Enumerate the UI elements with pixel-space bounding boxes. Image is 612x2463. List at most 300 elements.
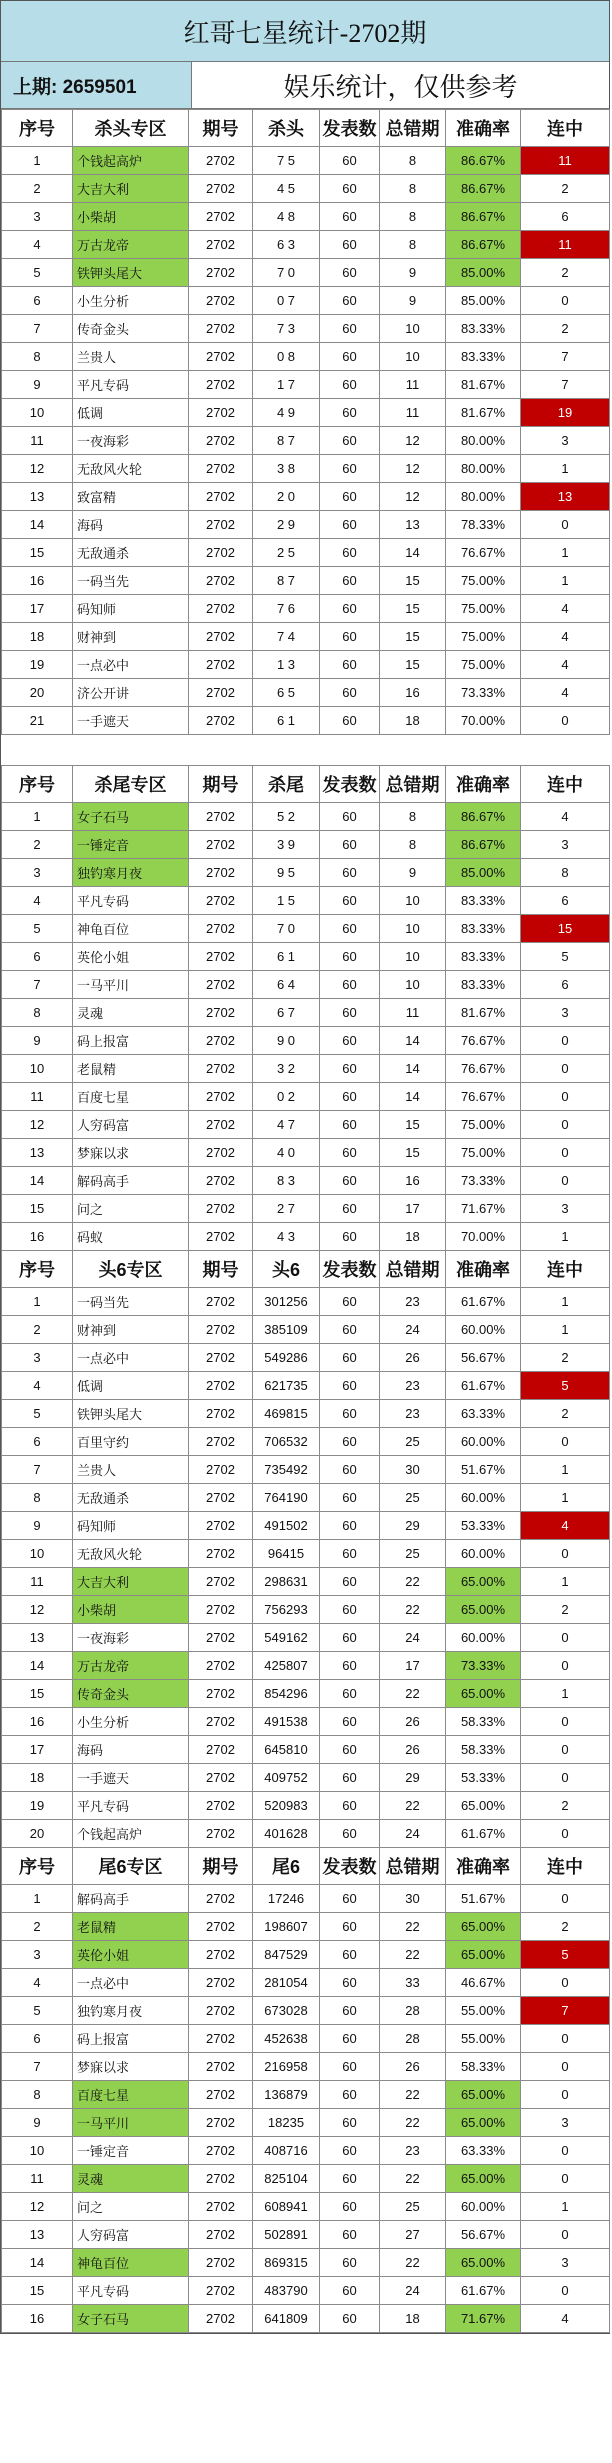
name-cell: 致富精	[73, 483, 189, 511]
value-cell: 2 5	[253, 539, 320, 567]
streak-cell: 6	[521, 971, 610, 999]
accuracy-cell: 65.00%	[446, 1680, 521, 1708]
row-index: 13	[2, 1624, 73, 1652]
table-row	[2, 1344, 610, 1372]
period-cell: 2702	[189, 1652, 253, 1680]
value-cell: 735492	[253, 1456, 320, 1484]
error-cell: 25	[380, 2193, 446, 2221]
table-row	[2, 595, 610, 623]
count-cell: 60	[320, 1624, 380, 1652]
accuracy-cell: 76.67%	[446, 1027, 521, 1055]
period-cell: 2702	[189, 1316, 253, 1344]
streak-cell: 0	[521, 2165, 610, 2193]
period-cell: 2702	[189, 231, 253, 259]
row-index: 2	[2, 175, 73, 203]
period-cell: 2702	[189, 1941, 253, 1969]
period-cell: 2702	[189, 315, 253, 343]
name-cell: 独钓寒月夜	[73, 1997, 189, 2025]
accuracy-cell: 75.00%	[446, 1111, 521, 1139]
count-cell: 60	[320, 1316, 380, 1344]
row-index: 12	[2, 1111, 73, 1139]
count-cell: 60	[320, 1568, 380, 1596]
name-cell: 万古龙帝	[73, 231, 189, 259]
count-cell: 60	[320, 1223, 380, 1251]
count-cell: 60	[320, 2165, 380, 2193]
period-cell: 2702	[189, 1055, 253, 1083]
count-cell: 60	[320, 1680, 380, 1708]
table-row	[2, 259, 610, 287]
name-cell: 低调	[73, 399, 189, 427]
streak-cell: 0	[521, 511, 610, 539]
name-cell: 小柴胡	[73, 1596, 189, 1624]
name-cell: 灵魂	[73, 999, 189, 1027]
error-cell: 30	[380, 1456, 446, 1484]
value-cell: 401628	[253, 1820, 320, 1848]
value-cell: 298631	[253, 1568, 320, 1596]
row-index: 2	[2, 831, 73, 859]
row-index: 7	[2, 971, 73, 999]
name-cell: 英伦小姐	[73, 943, 189, 971]
name-cell: 无敌风火轮	[73, 455, 189, 483]
period-cell: 2702	[189, 999, 253, 1027]
row-index: 10	[2, 1540, 73, 1568]
error-cell: 22	[380, 2249, 446, 2277]
count-cell: 60	[320, 567, 380, 595]
accuracy-cell: 61.67%	[446, 1288, 521, 1316]
count-cell: 60	[320, 203, 380, 231]
error-cell: 22	[380, 1913, 446, 1941]
column-header: 期号	[189, 1251, 253, 1288]
accuracy-cell: 58.33%	[446, 1736, 521, 1764]
table-row	[2, 2025, 610, 2053]
accuracy-cell: 60.00%	[446, 1624, 521, 1652]
period-cell: 2702	[189, 2109, 253, 2137]
error-cell: 24	[380, 2277, 446, 2305]
column-header: 发表数	[320, 766, 380, 803]
streak-cell: 0	[521, 1969, 610, 1997]
row-index: 13	[2, 2221, 73, 2249]
period-cell: 2702	[189, 2221, 253, 2249]
error-cell: 9	[380, 859, 446, 887]
row-index: 12	[2, 1596, 73, 1624]
error-cell: 23	[380, 1288, 446, 1316]
section-header-row	[2, 1848, 610, 1885]
streak-cell: 1	[521, 1680, 610, 1708]
column-header: 序号	[2, 766, 73, 803]
row-index: 3	[2, 859, 73, 887]
row-index: 10	[2, 2137, 73, 2165]
value-cell: 0 2	[253, 1083, 320, 1111]
period-cell: 2702	[189, 2137, 253, 2165]
table-row	[2, 859, 610, 887]
error-cell: 8	[380, 231, 446, 259]
row-index: 3	[2, 1941, 73, 1969]
name-cell: 码知师	[73, 1512, 189, 1540]
table-row	[2, 399, 610, 427]
period-cell: 2702	[189, 1680, 253, 1708]
period-cell: 2702	[189, 175, 253, 203]
error-cell: 15	[380, 651, 446, 679]
table-row	[2, 1195, 610, 1223]
period-cell: 2702	[189, 2249, 253, 2277]
streak-cell: 0	[521, 2137, 610, 2165]
streak-cell: 3	[521, 999, 610, 1027]
table-row	[2, 2137, 610, 2165]
value-cell: 6 1	[253, 707, 320, 735]
accuracy-cell: 76.67%	[446, 1055, 521, 1083]
row-index: 13	[2, 1139, 73, 1167]
count-cell: 60	[320, 1288, 380, 1316]
count-cell: 60	[320, 1708, 380, 1736]
accuracy-cell: 83.33%	[446, 915, 521, 943]
period-cell: 2702	[189, 1820, 253, 1848]
period-cell: 2702	[189, 1596, 253, 1624]
value-cell: 8 7	[253, 427, 320, 455]
name-cell: 灵魂	[73, 2165, 189, 2193]
streak-cell: 2	[521, 1344, 610, 1372]
error-cell: 25	[380, 1484, 446, 1512]
accuracy-cell: 75.00%	[446, 595, 521, 623]
table-row	[2, 2053, 610, 2081]
period-cell: 2702	[189, 887, 253, 915]
period-cell: 2702	[189, 2165, 253, 2193]
period-cell: 2702	[189, 455, 253, 483]
count-cell: 60	[320, 623, 380, 651]
row-index: 8	[2, 2081, 73, 2109]
streak-cell: 4	[521, 2305, 610, 2333]
row-index: 7	[2, 1456, 73, 1484]
name-cell: 百里守约	[73, 1428, 189, 1456]
streak-cell: 0	[521, 1764, 610, 1792]
value-cell: 549162	[253, 1624, 320, 1652]
error-cell: 26	[380, 2053, 446, 2081]
name-cell: 大吉大利	[73, 1568, 189, 1596]
table-row	[2, 511, 610, 539]
period-cell: 2702	[189, 371, 253, 399]
accuracy-cell: 71.67%	[446, 1195, 521, 1223]
streak-cell: 11	[521, 147, 610, 175]
table-row	[2, 1792, 610, 1820]
period-cell: 2702	[189, 2053, 253, 2081]
accuracy-cell: 86.67%	[446, 175, 521, 203]
value-cell: 825104	[253, 2165, 320, 2193]
period-cell: 2702	[189, 2081, 253, 2109]
accuracy-cell: 60.00%	[446, 1316, 521, 1344]
column-header: 尾6专区	[73, 1848, 189, 1885]
streak-cell: 0	[521, 1820, 610, 1848]
streak-cell: 0	[521, 1167, 610, 1195]
error-cell: 18	[380, 707, 446, 735]
streak-cell: 0	[521, 2081, 610, 2109]
error-cell: 14	[380, 1055, 446, 1083]
name-cell: 铁钾头尾大	[73, 1400, 189, 1428]
accuracy-cell: 83.33%	[446, 943, 521, 971]
period-cell: 2702	[189, 915, 253, 943]
streak-cell: 13	[521, 483, 610, 511]
previous-period-label: 上期: 2659501	[1, 62, 192, 108]
accuracy-cell: 63.33%	[446, 1400, 521, 1428]
table-row	[2, 2221, 610, 2249]
streak-cell: 1	[521, 455, 610, 483]
streak-cell: 0	[521, 1708, 610, 1736]
value-cell: 483790	[253, 2277, 320, 2305]
error-cell: 16	[380, 679, 446, 707]
value-cell: 1 3	[253, 651, 320, 679]
value-cell: 18235	[253, 2109, 320, 2137]
accuracy-cell: 86.67%	[446, 803, 521, 831]
streak-cell: 1	[521, 1456, 610, 1484]
period-cell: 2702	[189, 1027, 253, 1055]
accuracy-cell: 85.00%	[446, 259, 521, 287]
accuracy-cell: 55.00%	[446, 1997, 521, 2025]
section-spacer	[2, 735, 610, 766]
period-cell: 2702	[189, 483, 253, 511]
period-cell: 2702	[189, 859, 253, 887]
table-row	[2, 1708, 610, 1736]
stats-table	[1, 109, 610, 2333]
error-cell: 25	[380, 1428, 446, 1456]
value-cell: 2 9	[253, 511, 320, 539]
streak-cell: 7	[521, 371, 610, 399]
count-cell: 60	[320, 1195, 380, 1223]
column-header: 期号	[189, 1848, 253, 1885]
row-index: 21	[2, 707, 73, 735]
name-cell: 一手遮天	[73, 707, 189, 735]
count-cell: 60	[320, 2305, 380, 2333]
accuracy-cell: 65.00%	[446, 2165, 521, 2193]
streak-cell: 2	[521, 1792, 610, 1820]
table-row	[2, 1885, 610, 1913]
value-cell: 4 3	[253, 1223, 320, 1251]
value-cell: 549286	[253, 1344, 320, 1372]
error-cell: 14	[380, 539, 446, 567]
name-cell: 兰贵人	[73, 343, 189, 371]
value-cell: 645810	[253, 1736, 320, 1764]
value-cell: 4 8	[253, 203, 320, 231]
count-cell: 60	[320, 175, 380, 203]
count-cell: 60	[320, 1512, 380, 1540]
count-cell: 60	[320, 399, 380, 427]
accuracy-cell: 65.00%	[446, 2081, 521, 2109]
accuracy-cell: 83.33%	[446, 887, 521, 915]
count-cell: 60	[320, 831, 380, 859]
row-index: 14	[2, 1652, 73, 1680]
name-cell: 人穷码富	[73, 2221, 189, 2249]
count-cell: 60	[320, 1652, 380, 1680]
error-cell: 15	[380, 1139, 446, 1167]
name-cell: 女子石马	[73, 2305, 189, 2333]
accuracy-cell: 56.67%	[446, 2221, 521, 2249]
error-cell: 16	[380, 1167, 446, 1195]
row-index: 19	[2, 651, 73, 679]
streak-cell: 1	[521, 539, 610, 567]
table-row	[2, 2305, 610, 2333]
count-cell: 60	[320, 455, 380, 483]
error-cell: 14	[380, 1083, 446, 1111]
name-cell: 问之	[73, 1195, 189, 1223]
name-cell: 百度七星	[73, 2081, 189, 2109]
name-cell: 码上报富	[73, 1027, 189, 1055]
error-cell: 28	[380, 2025, 446, 2053]
accuracy-cell: 61.67%	[446, 1372, 521, 1400]
column-header: 头6	[253, 1251, 320, 1288]
streak-cell: 4	[521, 679, 610, 707]
value-cell: 17246	[253, 1885, 320, 1913]
error-cell: 11	[380, 371, 446, 399]
count-cell: 60	[320, 651, 380, 679]
error-cell: 10	[380, 887, 446, 915]
section-header-row	[2, 1251, 610, 1288]
column-header: 总错期	[380, 1251, 446, 1288]
period-cell: 2702	[189, 651, 253, 679]
value-cell: 6 5	[253, 679, 320, 707]
streak-cell: 0	[521, 1055, 610, 1083]
name-cell: 平凡专码	[73, 887, 189, 915]
period-cell: 2702	[189, 1568, 253, 1596]
error-cell: 10	[380, 943, 446, 971]
count-cell: 60	[320, 287, 380, 315]
period-cell: 2702	[189, 399, 253, 427]
period-cell: 2702	[189, 1708, 253, 1736]
error-cell: 26	[380, 1708, 446, 1736]
table-row	[2, 1167, 610, 1195]
streak-cell: 5	[521, 943, 610, 971]
table-row	[2, 371, 610, 399]
row-index: 11	[2, 1083, 73, 1111]
table-row	[2, 231, 610, 259]
streak-cell: 0	[521, 287, 610, 315]
period-cell: 2702	[189, 1288, 253, 1316]
accuracy-cell: 65.00%	[446, 1792, 521, 1820]
count-cell: 60	[320, 1792, 380, 1820]
table-row	[2, 2165, 610, 2193]
value-cell: 520983	[253, 1792, 320, 1820]
period-cell: 2702	[189, 1083, 253, 1111]
period-cell: 2702	[189, 1195, 253, 1223]
count-cell: 60	[320, 1400, 380, 1428]
count-cell: 60	[320, 1540, 380, 1568]
accuracy-cell: 85.00%	[446, 287, 521, 315]
table-row	[2, 1764, 610, 1792]
value-cell: 9 5	[253, 859, 320, 887]
table-row	[2, 1484, 610, 1512]
stats-table-body	[2, 110, 610, 2333]
accuracy-cell: 83.33%	[446, 315, 521, 343]
streak-cell: 1	[521, 1568, 610, 1596]
count-cell: 60	[320, 2193, 380, 2221]
streak-cell: 0	[521, 1083, 610, 1111]
period-cell: 2702	[189, 1139, 253, 1167]
name-cell: 铁钾头尾大	[73, 259, 189, 287]
name-cell: 神龟百位	[73, 915, 189, 943]
table-row	[2, 2277, 610, 2305]
row-index: 4	[2, 1969, 73, 1997]
row-index: 13	[2, 483, 73, 511]
error-cell: 23	[380, 2137, 446, 2165]
column-header: 总错期	[380, 766, 446, 803]
column-header: 杀尾	[253, 766, 320, 803]
streak-cell: 2	[521, 1400, 610, 1428]
streak-cell: 6	[521, 887, 610, 915]
name-cell: 平凡专码	[73, 371, 189, 399]
count-cell: 60	[320, 2053, 380, 2081]
error-cell: 12	[380, 483, 446, 511]
streak-cell: 0	[521, 1652, 610, 1680]
value-cell: 673028	[253, 1997, 320, 2025]
error-cell: 33	[380, 1969, 446, 1997]
row-index: 10	[2, 1055, 73, 1083]
row-index: 2	[2, 1316, 73, 1344]
name-cell: 一码当先	[73, 1288, 189, 1316]
section-header-row	[2, 110, 610, 147]
row-index: 6	[2, 1428, 73, 1456]
table-row	[2, 651, 610, 679]
accuracy-cell: 61.67%	[446, 1820, 521, 1848]
accuracy-cell: 75.00%	[446, 567, 521, 595]
row-index: 9	[2, 1512, 73, 1540]
streak-cell: 3	[521, 2249, 610, 2277]
count-cell: 60	[320, 887, 380, 915]
error-cell: 27	[380, 2221, 446, 2249]
info-bar	[1, 62, 609, 109]
accuracy-cell: 81.67%	[446, 999, 521, 1027]
accuracy-cell: 73.33%	[446, 1167, 521, 1195]
value-cell: 7 0	[253, 259, 320, 287]
column-header: 总错期	[380, 110, 446, 147]
column-header: 杀头专区	[73, 110, 189, 147]
row-index: 11	[2, 1568, 73, 1596]
table-row	[2, 803, 610, 831]
streak-cell: 0	[521, 2277, 610, 2305]
count-cell: 60	[320, 971, 380, 999]
accuracy-cell: 55.00%	[446, 2025, 521, 2053]
period-cell: 2702	[189, 1997, 253, 2025]
accuracy-cell: 75.00%	[446, 1139, 521, 1167]
period-cell: 2702	[189, 2025, 253, 2053]
count-cell: 60	[320, 2249, 380, 2277]
accuracy-cell: 65.00%	[446, 1941, 521, 1969]
streak-cell: 19	[521, 399, 610, 427]
name-cell: 一夜海彩	[73, 1624, 189, 1652]
error-cell: 8	[380, 203, 446, 231]
value-cell: 3 2	[253, 1055, 320, 1083]
count-cell: 60	[320, 2081, 380, 2109]
row-index: 3	[2, 1344, 73, 1372]
column-header: 总错期	[380, 1848, 446, 1885]
streak-cell: 1	[521, 1288, 610, 1316]
period-cell: 2702	[189, 1223, 253, 1251]
table-row	[2, 343, 610, 371]
value-cell: 3 8	[253, 455, 320, 483]
accuracy-cell: 61.67%	[446, 2277, 521, 2305]
column-header: 发表数	[320, 110, 380, 147]
table-row	[2, 147, 610, 175]
row-index: 6	[2, 2025, 73, 2053]
table-row	[2, 427, 610, 455]
count-cell: 60	[320, 1167, 380, 1195]
streak-cell: 0	[521, 1027, 610, 1055]
accuracy-cell: 86.67%	[446, 231, 521, 259]
streak-cell: 0	[521, 1885, 610, 1913]
streak-cell: 3	[521, 1195, 610, 1223]
table-row	[2, 1111, 610, 1139]
period-cell: 2702	[189, 1764, 253, 1792]
name-cell: 百度七星	[73, 1083, 189, 1111]
name-cell: 一点必中	[73, 651, 189, 679]
error-cell: 17	[380, 1652, 446, 1680]
name-cell: 小生分析	[73, 1708, 189, 1736]
table-row	[2, 1624, 610, 1652]
